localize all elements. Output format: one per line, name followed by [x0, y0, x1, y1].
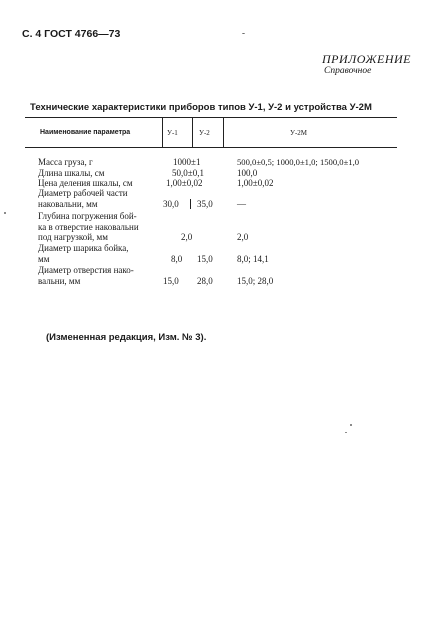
header-u2m: У-2М	[290, 129, 308, 137]
appendix-subtitle: Справочное	[324, 66, 372, 76]
revision-note: (Измененная редакция, Изм. № 3).	[46, 332, 207, 343]
row-value-u1: 8,0	[171, 254, 183, 264]
header-divider-1	[162, 117, 163, 148]
row-value-u1: 15,0	[163, 276, 179, 286]
page-header: С. 4 ГОСТ 4766—73	[22, 28, 121, 40]
row-value-u2: 15,0	[197, 254, 213, 264]
header-divider-3	[223, 117, 224, 148]
row-name-line: наковальни, мм	[38, 199, 98, 209]
row-value-u1-u2: 2,0	[181, 232, 193, 242]
row-value-u1-u2: 1000±1	[173, 157, 201, 167]
header-u1: У-1	[167, 129, 178, 137]
row-value-u2m: 500,0±0,5; 1000,0±1,0; 1500,0±1,0	[237, 157, 360, 167]
row-name-line: Диаметр рабочей части	[38, 188, 128, 198]
row-name: Длина шкалы, см	[38, 168, 105, 178]
header-param: Наименование параметра	[40, 129, 131, 136]
cell-divider	[190, 199, 191, 209]
scan-speck	[345, 432, 347, 433]
scan-speck	[4, 212, 6, 214]
header-divider-2	[192, 117, 193, 148]
row-value-u1: 30,0	[163, 199, 179, 209]
row-name-line: ка в отверстие наковальни	[38, 222, 139, 232]
row-value-u2m: 15,0; 28,0	[237, 276, 274, 286]
row-value-u2m: 8,0; 14,1	[237, 254, 269, 264]
row-value-u2m: 100,0	[237, 168, 258, 178]
row-name-line: мм	[38, 254, 50, 264]
row-name: Масса груза, г	[38, 157, 93, 167]
row-value-u2m: —	[237, 199, 246, 209]
row-name-line: Диаметр шарика бойка,	[38, 243, 129, 253]
row-name-line: Глубина погружения бой-	[38, 211, 137, 221]
row-value-u1-u2: 1,00±0,02	[166, 178, 203, 188]
row-value-u2m: 1,00±0,02	[237, 178, 274, 188]
row-value-u2: 35,0	[197, 199, 213, 209]
row-value-u1-u2: 50,0±0,1	[172, 168, 204, 178]
row-value-u2m: 2,0	[237, 232, 249, 242]
row-name-line: под нагрузкой, мм	[38, 232, 108, 242]
appendix-title: ПРИЛОЖЕНИЕ	[322, 52, 411, 66]
table-caption: Технические характеристики приборов типов У-1, У-2 и устройства У-2М	[30, 102, 372, 113]
row-value-u2: 28,0	[197, 276, 213, 286]
table-header-rule	[25, 147, 397, 148]
row-name: Цена деления шкалы, см	[38, 178, 133, 188]
scan-speck	[350, 424, 352, 426]
row-name-line: вальни, мм	[38, 276, 81, 286]
scan-speck	[242, 33, 245, 34]
row-name-line: Диаметр отверстия нако-	[38, 265, 134, 275]
header-u2: У-2	[199, 129, 210, 137]
table-top-rule	[25, 117, 397, 118]
